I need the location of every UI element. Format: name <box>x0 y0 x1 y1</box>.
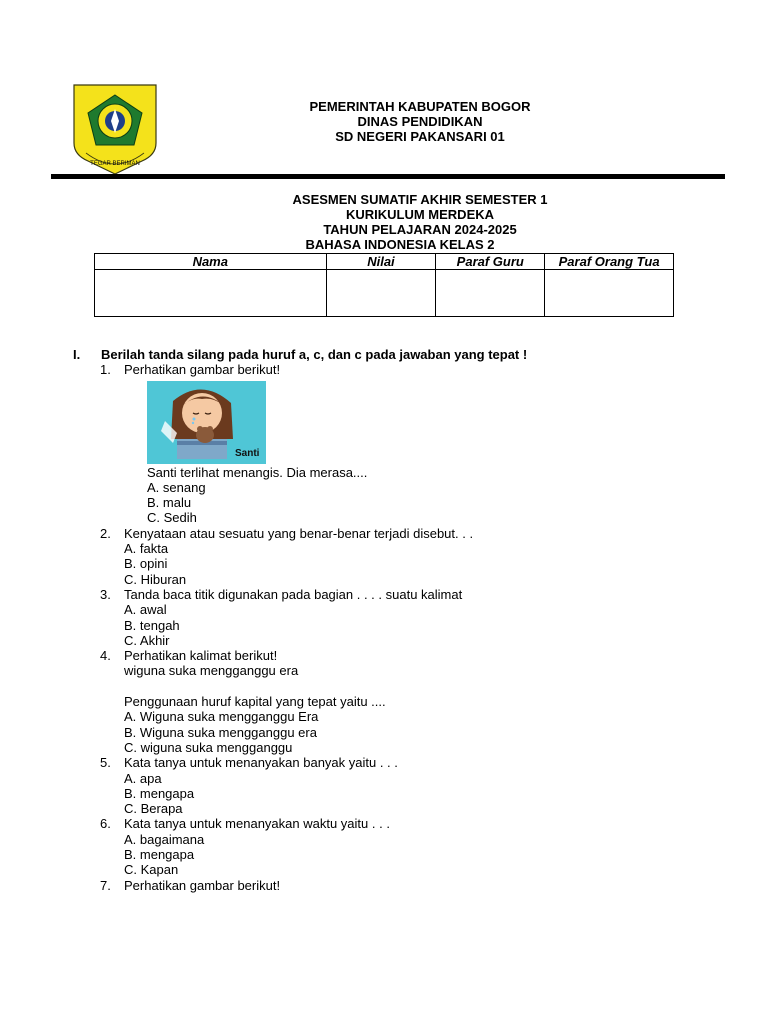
exam-title <box>220 192 620 252</box>
col-header-score: Nilai <box>326 254 436 270</box>
question-4 <box>73 648 713 755</box>
question-text: Perhatikan kalimat berikut! <box>124 648 278 664</box>
option-b[interactable]: B. tengah <box>124 617 180 633</box>
title-line-year: TAHUN PELAJARAN 2024-2025 <box>323 222 517 237</box>
option-a[interactable]: A. Wiguna suka mengganggu Era <box>124 709 319 725</box>
question-2 <box>73 526 713 587</box>
option-c[interactable]: C. Berapa <box>124 801 183 817</box>
question-text: Kata tanya untuk menanyakan waktu yaitu . . . <box>124 816 390 832</box>
option-c[interactable]: C. Hiburan <box>124 571 187 587</box>
school-emblem-logo <box>72 83 158 175</box>
option-b[interactable]: B. mengapa <box>124 847 195 863</box>
option-a[interactable]: A. senang <box>147 479 206 495</box>
col-header-name: Nama <box>95 254 327 270</box>
option-a[interactable]: A. apa <box>124 770 162 786</box>
section-number: I. <box>73 347 81 362</box>
question-1 <box>73 362 713 525</box>
cell-parent-sign[interactable] <box>545 270 674 317</box>
option-c[interactable]: C. wiguna suka mengganggu <box>124 739 293 755</box>
spacer <box>124 679 713 694</box>
question-number: 7. <box>100 877 111 893</box>
header-line-department: DINAS PENDIDIKAN <box>357 114 483 129</box>
option-c[interactable]: C. Sedih <box>147 510 197 526</box>
header-line-government: PEMERINTAH KABUPATEN BOGOR <box>309 99 531 114</box>
question-text: Tanda baca titik digunakan pada bagian . . . . suatu kalimat <box>124 586 463 602</box>
question-number: 4. <box>100 648 111 664</box>
image-caption-santi: Santi <box>235 447 260 459</box>
option-a[interactable]: A. awal <box>124 602 167 618</box>
title-line-assessment: ASESMEN SUMATIF AKHIR SEMESTER 1 <box>292 192 548 207</box>
option-a[interactable]: A. bagaimana <box>124 831 205 847</box>
institution-header <box>220 99 620 144</box>
question-text: Perhatikan gambar berikut! <box>124 877 281 893</box>
question-number: 3. <box>100 586 111 602</box>
section-heading <box>73 347 713 362</box>
title-line-subject: BAHASA INDONESIA KELAS 2 <box>305 237 495 252</box>
question-number: 1. <box>100 362 111 378</box>
question-stem: Penggunaan huruf kapital yang tepat yaitu .... <box>124 694 386 710</box>
section-instruction: Berilah tanda silang pada huruf a, c, dan c pada jawaban yang tepat ! <box>101 347 528 362</box>
question-text: Kata tanya untuk menanyakan banyak yaitu . . . <box>124 755 398 771</box>
section-multiple-choice <box>73 347 713 893</box>
option-c[interactable]: C. Akhir <box>124 632 170 648</box>
cell-teacher-sign[interactable] <box>436 270 545 317</box>
option-b[interactable]: B. opini <box>124 556 168 572</box>
question-text: Perhatikan gambar berikut! <box>124 362 281 378</box>
option-b[interactable]: B. Wiguna suka mengganggu era <box>124 724 317 740</box>
question-text: Kenyataan atau sesuatu yang benar-benar terjadi disebut. . . <box>124 525 474 541</box>
cell-name[interactable] <box>95 270 327 317</box>
option-a[interactable]: A. fakta <box>124 541 169 557</box>
crying-girl-illustration <box>147 381 266 464</box>
option-b[interactable]: B. malu <box>147 495 192 511</box>
student-identity-table <box>94 253 674 317</box>
question-number: 2. <box>100 525 111 541</box>
question-number: 6. <box>100 816 111 832</box>
col-header-teacher-sign: Paraf Guru <box>436 254 545 270</box>
cell-score[interactable] <box>326 270 436 317</box>
header-line-school: SD NEGERI PAKANSARI 01 <box>335 129 505 144</box>
logo-motto: TEGAR BERIMAN <box>90 161 140 167</box>
question-stem: Santi terlihat menangis. Dia merasa.... <box>147 464 368 480</box>
question-5 <box>73 755 713 816</box>
title-line-curriculum: KURIKULUM MERDEKA <box>345 207 495 222</box>
question-6 <box>73 816 713 877</box>
example-sentence: wiguna suka mengganggu era <box>124 663 299 679</box>
option-c[interactable]: C. Kapan <box>124 862 179 878</box>
question-7 <box>73 878 713 893</box>
question-3 <box>73 587 713 648</box>
question-number: 5. <box>100 755 111 771</box>
option-b[interactable]: B. mengapa <box>124 785 195 801</box>
header-divider <box>51 174 725 179</box>
col-header-parent-sign: Paraf Orang Tua <box>545 254 674 270</box>
